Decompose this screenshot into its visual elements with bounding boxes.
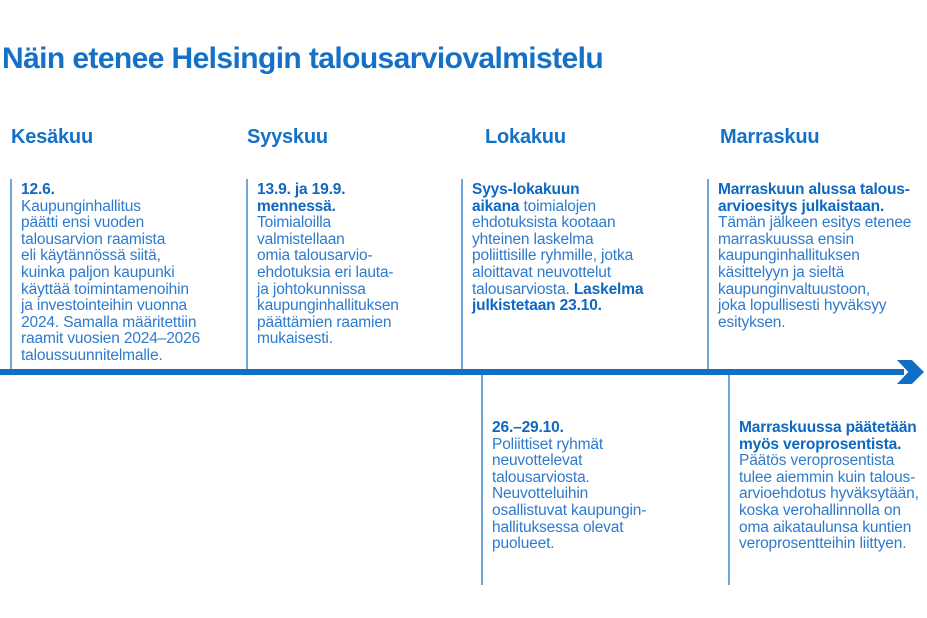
text-line: eli käytännössä siitä, — [21, 247, 161, 265]
event-column-lokakuu-above — [461, 179, 692, 373]
text-line: ehdotuksista kootaan — [472, 214, 616, 232]
text-line: mukaisesti. — [257, 330, 333, 348]
text-line: esityksen. — [718, 313, 786, 331]
text-line: Tämän jälkeen esitys etenee — [718, 214, 912, 232]
text-line: 12.6. — [21, 181, 55, 198]
text-line: valmistellaan — [257, 230, 345, 248]
text-line: päättämien raamien — [257, 313, 392, 331]
text-line: puolueet. — [492, 535, 555, 553]
month-header-marraskuu: Marraskuu — [720, 126, 820, 148]
text-line: päätti ensi vuoden — [21, 214, 145, 232]
text-line: myös veroprosentista. — [739, 435, 902, 453]
text-line: kaupunginhallituksen — [257, 297, 399, 315]
text-line: talousarviosta. — [492, 468, 590, 486]
text-line: veroprosentteihin liittyen. — [739, 535, 907, 553]
text-line: yhteinen laskelma — [472, 230, 594, 248]
text-line: neuvottelevat — [492, 452, 583, 470]
text-line: osallistuvat kaupungin- — [492, 501, 647, 519]
text-line: marraskuussa ensin — [718, 230, 854, 248]
text-line: koska verohallinnolla on — [739, 501, 901, 519]
text-line: talousarvion raamista — [21, 230, 166, 248]
text-line: poliittisille ryhmille, jotka — [472, 247, 634, 265]
text-line: tulee aiemmin kuin talous- — [739, 468, 916, 486]
text-line: kaupunginhallituksen — [718, 247, 860, 265]
text-line: arvioehdotus hyväksytään, — [739, 485, 919, 503]
text-line: Syys-lokakuun — [472, 181, 580, 198]
text-line: hallituksessa olevat — [492, 518, 624, 536]
event-column-marraskuu-below — [728, 375, 927, 585]
text-line: käyttää toimintamenoihin — [21, 280, 189, 298]
text-line: ja investointeihin vuonna — [21, 297, 188, 315]
event-column-lokakuu-below — [481, 375, 712, 585]
text-line: Neuvotteluihin — [492, 485, 589, 503]
event-column-kesakuu — [10, 179, 239, 373]
text-line: aikana toimialojen — [472, 197, 596, 215]
text-line: arvioesitys julkaistaan. — [718, 197, 885, 215]
text-line: ja johtokunnissa — [257, 280, 366, 298]
text-line: 2024. Samalla määritettiin — [21, 313, 197, 331]
text-line: 26.–29.10. — [492, 419, 564, 436]
text-line: taloussuunnitelmalle. — [21, 346, 163, 364]
page-title: Näin etenee Helsingin talousarviovalmistelu — [2, 42, 604, 76]
text-line: Päätös veroprosentista — [739, 452, 895, 470]
text-line: kuinka paljon kaupunki — [21, 263, 175, 281]
text-line: omia talousarvio- — [257, 247, 373, 265]
event-column-syyskuu — [246, 179, 447, 373]
text-line: Kaupunginhallitus — [21, 197, 141, 215]
event-column-marraskuu-above — [707, 179, 927, 373]
text-line: Toimialoilla — [257, 214, 332, 232]
text-line: Marraskuun alussa talous- — [718, 181, 910, 198]
text-line: mennessä. — [257, 197, 336, 215]
text-line: Poliittiset ryhmät — [492, 435, 603, 453]
text-line: joka lopullisesti hyväksyy — [718, 297, 887, 315]
text-line: kaupunginvaltuustoon, — [718, 280, 870, 298]
text-line: 13.9. ja 19.9. — [257, 181, 346, 198]
text-line: Marraskuussa päätetään — [739, 419, 917, 436]
text-line: oma aikataulunsa kuntien — [739, 518, 912, 536]
month-header-syyskuu: Syyskuu — [247, 126, 328, 148]
text-line: raamit vuosien 2024–2026 — [21, 330, 201, 348]
text-line: talousarviosta. Laskelma — [472, 280, 644, 298]
text-line: aloittavat neuvottelut — [472, 263, 611, 281]
month-header-kesakuu: Kesäkuu — [11, 126, 93, 148]
text-line: käsittelyyn ja sieltä — [718, 263, 845, 281]
month-header-lokakuu: Lokakuu — [485, 126, 566, 148]
text-line: ehdotuksia eri lauta- — [257, 263, 394, 281]
text-line: julkistetaan 23.10. — [472, 297, 602, 315]
